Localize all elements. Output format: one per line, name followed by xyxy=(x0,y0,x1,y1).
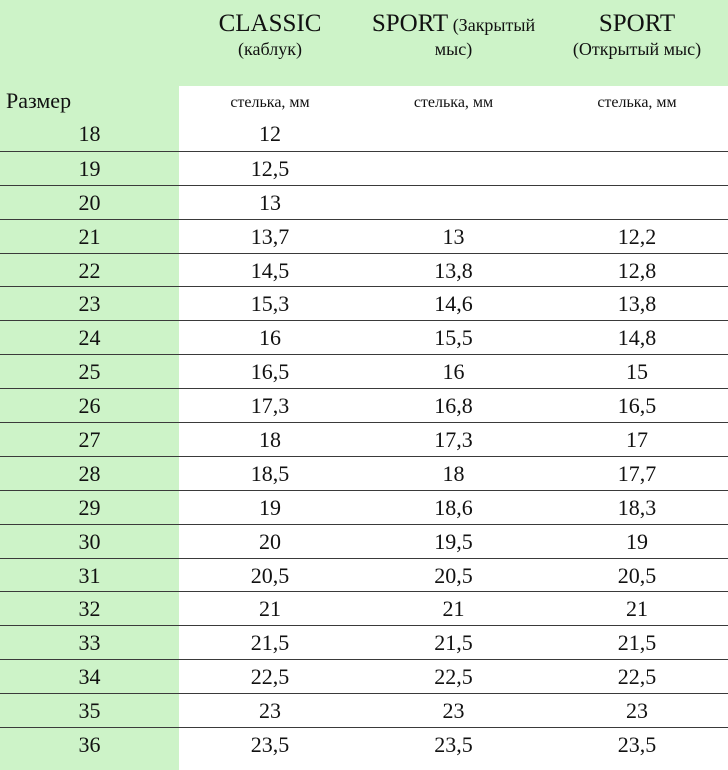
classic-insole-cell: 20,5 xyxy=(250,562,290,588)
column-title-text: CLASSIC xyxy=(218,10,322,37)
column-subtitle-text: (каблук) xyxy=(238,38,302,59)
sport-closed-insole-cell: 22,5 xyxy=(434,664,473,690)
table-row xyxy=(0,354,728,388)
sport-closed-insole-cell: 20,5 xyxy=(434,562,473,588)
sport-open-insole-cell xyxy=(546,186,728,219)
size-cell: 19 xyxy=(78,155,101,181)
sport-open-insole-cell: 15 xyxy=(626,359,648,385)
classic-insole-cell: 23,5 xyxy=(250,732,290,758)
table-row xyxy=(0,659,728,693)
classic-insole-cell: 12 xyxy=(259,121,281,146)
column-title-text: SPORT xyxy=(598,10,676,37)
sport-open-insole-cell: 16,5 xyxy=(617,393,657,419)
size-cell: 18 xyxy=(78,121,101,146)
table-row xyxy=(0,151,728,185)
classic-insole-cell: 23 xyxy=(259,698,281,724)
size-cell: 26 xyxy=(78,393,101,419)
unit-label-sport-open: стелька, мм xyxy=(597,94,677,111)
column-subtitle-text: мыс) xyxy=(434,38,473,59)
size-cell: 31 xyxy=(78,562,101,588)
sport-closed-insole-cell: 16 xyxy=(442,359,465,385)
sport-closed-insole-cell: 23,5 xyxy=(434,732,473,758)
size-cell: 33 xyxy=(78,630,101,656)
table-row xyxy=(0,185,728,219)
size-cell: 21 xyxy=(78,223,101,249)
sport-open-insole-cell: 21 xyxy=(626,596,648,622)
size-cell: 30 xyxy=(78,528,101,554)
table-row xyxy=(0,219,728,253)
sport-open-insole-cell: 23,5 xyxy=(617,732,657,758)
size-cell: 20 xyxy=(78,189,101,215)
sport-open-insole-cell: 23 xyxy=(626,698,648,724)
classic-insole-cell: 16,5 xyxy=(250,359,290,385)
table-row xyxy=(0,286,728,320)
sport-open-insole-cell: 12,8 xyxy=(617,257,657,283)
classic-insole-cell: 21 xyxy=(259,596,281,622)
classic-insole-cell: 13,7 xyxy=(250,223,290,249)
table-row xyxy=(0,320,728,354)
sport-open-insole-cell xyxy=(546,152,728,185)
sport-closed-insole-cell: 13 xyxy=(442,223,465,249)
classic-insole-cell: 17,3 xyxy=(250,393,290,419)
size-cell: 25 xyxy=(78,359,101,385)
table-row xyxy=(0,693,728,727)
table-row xyxy=(0,422,728,456)
sport-closed-insole-cell: 16,8 xyxy=(434,393,473,419)
sport-open-insole-cell: 19 xyxy=(626,528,648,554)
table-row xyxy=(0,490,728,524)
classic-insole-cell: 21,5 xyxy=(250,630,290,656)
size-cell: 29 xyxy=(78,494,101,520)
sport-open-insole-cell: 21,5 xyxy=(617,630,657,656)
size-cell: 34 xyxy=(78,664,101,690)
sport-open-insole-cell: 18,3 xyxy=(617,494,657,520)
unit-label-sport-closed: стелька, мм xyxy=(413,94,494,111)
sport-closed-insole-cell: 14,6 xyxy=(434,291,473,317)
table-row xyxy=(0,388,728,422)
sport-closed-insole-cell: 18,6 xyxy=(434,494,473,520)
sport-open-insole-cell xyxy=(546,117,728,150)
classic-insole-cell: 13 xyxy=(259,189,281,215)
sport-open-insole-cell: 13,8 xyxy=(617,291,657,317)
sport-closed-insole-cell: 18 xyxy=(442,460,465,486)
table-row xyxy=(0,456,728,490)
size-cell: 23 xyxy=(78,291,101,317)
classic-insole-cell: 15,3 xyxy=(250,291,290,317)
size-cell: 27 xyxy=(78,427,101,453)
sport-open-insole-cell: 17 xyxy=(626,427,648,453)
classic-insole-cell: 16 xyxy=(259,325,281,351)
classic-insole-cell: 14,5 xyxy=(250,257,290,283)
sport-closed-insole-cell xyxy=(361,152,546,185)
classic-insole-cell: 18 xyxy=(259,427,281,453)
sport-closed-insole-cell: 23 xyxy=(442,698,465,724)
sport-closed-insole-cell xyxy=(361,186,546,219)
size-header: Размер xyxy=(6,88,72,113)
column-title-sport-open xyxy=(546,10,728,59)
size-cell: 32 xyxy=(78,596,101,622)
table-row xyxy=(0,558,728,592)
classic-insole-cell: 20 xyxy=(259,528,281,554)
size-cell: 24 xyxy=(78,325,101,351)
size-cell: 22 xyxy=(78,257,101,283)
classic-insole-cell: 12,5 xyxy=(250,155,290,181)
size-cell: 36 xyxy=(78,732,101,758)
table-row xyxy=(0,253,728,287)
table-row xyxy=(0,625,728,659)
unit-label-classic: стелька, мм xyxy=(230,94,310,111)
column-subtitle-text: (Открытый мыс) xyxy=(572,38,702,59)
sport-open-insole-cell: 20,5 xyxy=(617,562,657,588)
classic-insole-cell: 19 xyxy=(259,494,281,520)
sport-open-insole-cell: 17,7 xyxy=(617,460,657,486)
size-table-body xyxy=(0,117,728,761)
table-row xyxy=(0,117,728,151)
size-cell: 35 xyxy=(78,698,101,724)
sport-closed-insole-cell: 21,5 xyxy=(434,630,473,656)
table-row xyxy=(0,524,728,558)
sport-open-insole-cell: 14,8 xyxy=(617,325,657,351)
column-title-classic xyxy=(179,10,361,59)
table-row xyxy=(0,727,728,761)
table-row xyxy=(0,591,728,625)
sport-open-insole-cell: 12,2 xyxy=(617,223,657,249)
column-title-sport-closed xyxy=(361,10,546,59)
classic-insole-cell: 22,5 xyxy=(250,664,290,690)
sport-closed-insole-cell: 17,3 xyxy=(434,427,473,453)
sport-closed-insole-cell xyxy=(361,117,546,150)
classic-insole-cell: 18,5 xyxy=(250,460,290,486)
column-title-suffix: (Закрытый xyxy=(448,15,536,35)
sport-closed-insole-cell: 21 xyxy=(442,596,465,622)
size-cell: 28 xyxy=(78,460,101,486)
sport-open-insole-cell: 22,5 xyxy=(617,664,657,690)
sport-closed-insole-cell: 15,5 xyxy=(434,325,473,351)
column-title-text: SPORT xyxy=(371,10,449,37)
sport-closed-insole-cell: 19,5 xyxy=(434,528,473,554)
sport-closed-insole-cell: 13,8 xyxy=(434,257,473,283)
